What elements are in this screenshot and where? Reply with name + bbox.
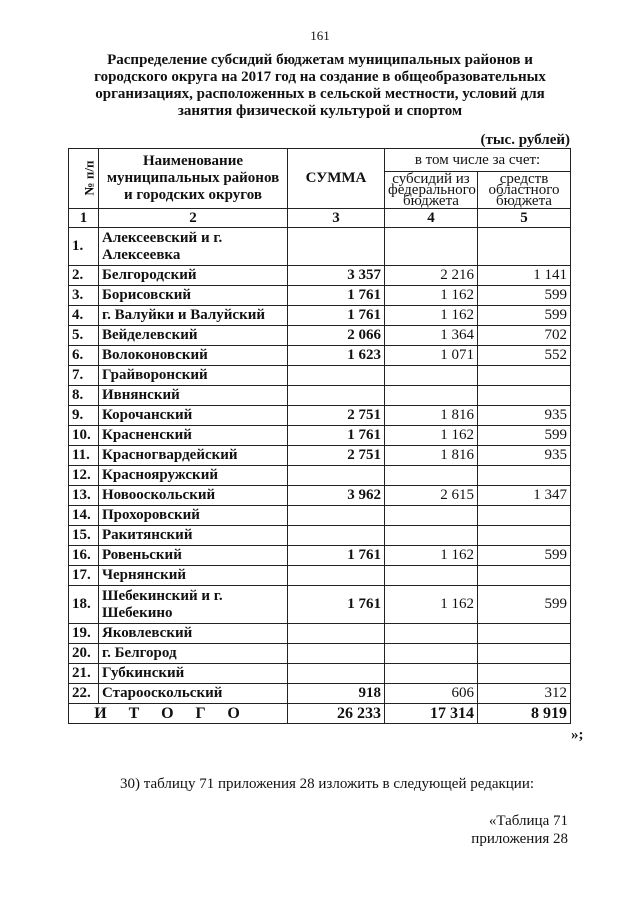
row-federal — [385, 566, 478, 586]
units-label: (тыс. рублей) — [480, 132, 570, 148]
row-number: 12. — [69, 466, 99, 486]
district-name: Старооскольский — [99, 684, 288, 704]
row-federal — [385, 506, 478, 526]
row-regional — [478, 566, 571, 586]
column-number: 3 — [288, 209, 385, 228]
table-row — [69, 306, 571, 326]
row-regional: 599 — [478, 586, 571, 624]
row-sum: 1 761 — [288, 546, 385, 566]
row-federal: 1 162 — [385, 546, 478, 566]
row-sum — [288, 664, 385, 684]
table-row — [69, 426, 571, 446]
column-numbers-row — [69, 209, 571, 228]
header-regional: средств областного бюджета — [478, 172, 571, 209]
total-federal: 17 314 — [385, 704, 478, 724]
table-row — [69, 684, 571, 704]
row-regional: 552 — [478, 346, 571, 366]
district-name: Краснояружский — [99, 466, 288, 486]
total-regional: 8 919 — [478, 704, 571, 724]
row-regional: 702 — [478, 326, 571, 346]
total-suffix: »; — [571, 727, 584, 743]
district-name: Ивнянский — [99, 386, 288, 406]
table-row — [69, 624, 571, 644]
row-sum — [288, 228, 385, 266]
header-num: № п/п — [69, 149, 99, 209]
table-row — [69, 286, 571, 306]
row-sum — [288, 506, 385, 526]
row-federal — [385, 624, 478, 644]
district-name: Шебекинский и г. Шебекино — [99, 586, 288, 624]
row-number: 18. — [69, 586, 99, 624]
row-number: 22. — [69, 684, 99, 704]
district-name: Чернянский — [99, 566, 288, 586]
table-row — [69, 366, 571, 386]
row-sum: 1 761 — [288, 306, 385, 326]
district-name: Белгородский — [99, 266, 288, 286]
caption-line: «Таблица 71 — [488, 813, 568, 829]
district-name: Волоконовский — [99, 346, 288, 366]
row-federal: 1 816 — [385, 406, 478, 426]
table-row — [69, 586, 571, 624]
district-name: Ракитянский — [99, 526, 288, 546]
row-number: 16. — [69, 546, 99, 566]
row-number: 13. — [69, 486, 99, 506]
table-row — [69, 326, 571, 346]
district-name: Алексеевский и г. Алексеевка — [99, 228, 288, 266]
row-regional — [478, 506, 571, 526]
row-sum: 1 761 — [288, 286, 385, 306]
header-name: Наименование муниципальных районов и городских округов — [99, 149, 288, 209]
row-sum — [288, 386, 385, 406]
table-row — [69, 346, 571, 366]
table-row — [69, 526, 571, 546]
row-number: 19. — [69, 624, 99, 644]
row-number: 21. — [69, 664, 99, 684]
row-regional: 599 — [478, 426, 571, 446]
row-federal: 1 162 — [385, 586, 478, 624]
table-row — [69, 266, 571, 286]
table-row — [69, 664, 571, 684]
table-row — [69, 446, 571, 466]
district-name: Грайворонский — [99, 366, 288, 386]
row-regional — [478, 526, 571, 546]
row-regional: 599 — [478, 306, 571, 326]
row-sum — [288, 566, 385, 586]
row-federal: 1 162 — [385, 306, 478, 326]
header-group: в том числе за счет: — [385, 149, 571, 172]
row-federal — [385, 664, 478, 684]
instruction-text: 30) таблицу 71 приложения 28 изложить в следующей редакции: — [120, 776, 535, 792]
row-number: 11. — [69, 446, 99, 466]
row-sum: 2 751 — [288, 406, 385, 426]
row-number: 8. — [69, 386, 99, 406]
row-number: 17. — [69, 566, 99, 586]
row-sum — [288, 526, 385, 546]
table-row — [69, 566, 571, 586]
row-regional — [478, 624, 571, 644]
row-regional: 599 — [478, 546, 571, 566]
row-sum: 918 — [288, 684, 385, 704]
row-federal: 1 162 — [385, 426, 478, 446]
row-federal — [385, 386, 478, 406]
row-number: 20. — [69, 644, 99, 664]
district-name: Яковлевский — [99, 624, 288, 644]
row-federal: 1 816 — [385, 446, 478, 466]
row-regional — [478, 644, 571, 664]
row-sum — [288, 644, 385, 664]
column-number: 1 — [69, 209, 99, 228]
row-federal: 1 162 — [385, 286, 478, 306]
row-federal — [385, 644, 478, 664]
row-federal — [385, 526, 478, 546]
total-sum: 26 233 — [288, 704, 385, 724]
district-name: Губкинский — [99, 664, 288, 684]
table-row — [69, 386, 571, 406]
document-title: Распределение субсидий бюджетам муниципальных районов и городского округа на 2017 год на создание в общеобразовательных организациях, расположенных в сельской местности, условий для занятия физической культурой и спортом — [94, 52, 546, 119]
district-name: Борисовский — [99, 286, 288, 306]
table-row — [69, 546, 571, 566]
page-number: 161 — [310, 28, 330, 43]
row-sum — [288, 466, 385, 486]
table-row — [69, 466, 571, 486]
row-regional: 1 347 — [478, 486, 571, 506]
table-row — [69, 486, 571, 506]
district-name: г. Белгород — [99, 644, 288, 664]
row-federal: 1 071 — [385, 346, 478, 366]
row-number: 1. — [69, 228, 99, 266]
district-name: Ровеньский — [99, 546, 288, 566]
row-federal: 2 615 — [385, 486, 478, 506]
row-sum: 2 751 — [288, 446, 385, 466]
row-regional — [478, 466, 571, 486]
row-sum: 1 761 — [288, 426, 385, 446]
row-number: 10. — [69, 426, 99, 446]
table-row — [69, 228, 571, 266]
row-federal: 1 364 — [385, 326, 478, 346]
table-caption — [471, 812, 568, 848]
row-sum: 3 962 — [288, 486, 385, 506]
caption-line: приложения 28 — [471, 831, 568, 847]
district-name: Корочанский — [99, 406, 288, 426]
total-row — [69, 704, 571, 724]
table-row — [69, 506, 571, 526]
row-sum: 1 623 — [288, 346, 385, 366]
row-sum: 2 066 — [288, 326, 385, 346]
row-regional — [478, 664, 571, 684]
header-sum: СУММА — [288, 149, 385, 209]
row-federal: 606 — [385, 684, 478, 704]
row-number: 2. — [69, 266, 99, 286]
row-number: 5. — [69, 326, 99, 346]
row-number: 9. — [69, 406, 99, 426]
table-row — [69, 644, 571, 664]
row-federal — [385, 366, 478, 386]
row-sum: 1 761 — [288, 586, 385, 624]
row-regional: 935 — [478, 406, 571, 426]
row-federal — [385, 466, 478, 486]
header-federal: субсидий из федерального бюджета — [385, 172, 478, 209]
column-number: 4 — [385, 209, 478, 228]
row-sum — [288, 366, 385, 386]
row-number: 6. — [69, 346, 99, 366]
row-sum: 3 357 — [288, 266, 385, 286]
district-name: Новооскольский — [99, 486, 288, 506]
district-name: Прохоровский — [99, 506, 288, 526]
table-row — [69, 406, 571, 426]
district-name: г. Валуйки и Валуйский — [99, 306, 288, 326]
table-body — [69, 228, 571, 704]
row-federal — [385, 228, 478, 266]
row-regional — [478, 386, 571, 406]
row-regional: 312 — [478, 684, 571, 704]
row-federal: 2 216 — [385, 266, 478, 286]
row-sum — [288, 624, 385, 644]
row-regional — [478, 366, 571, 386]
subsidy-table — [68, 148, 571, 724]
row-number: 15. — [69, 526, 99, 546]
row-regional — [478, 228, 571, 266]
row-number: 4. — [69, 306, 99, 326]
row-regional: 935 — [478, 446, 571, 466]
row-number: 14. — [69, 506, 99, 526]
row-regional: 599 — [478, 286, 571, 306]
district-name: Красненский — [99, 426, 288, 446]
row-number: 3. — [69, 286, 99, 306]
row-regional: 1 141 — [478, 266, 571, 286]
total-label: ИТОГО — [69, 704, 288, 724]
column-number: 5 — [478, 209, 571, 228]
column-number: 2 — [99, 209, 288, 228]
district-name: Вейделевский — [99, 326, 288, 346]
row-number: 7. — [69, 366, 99, 386]
district-name: Красногвардейский — [99, 446, 288, 466]
